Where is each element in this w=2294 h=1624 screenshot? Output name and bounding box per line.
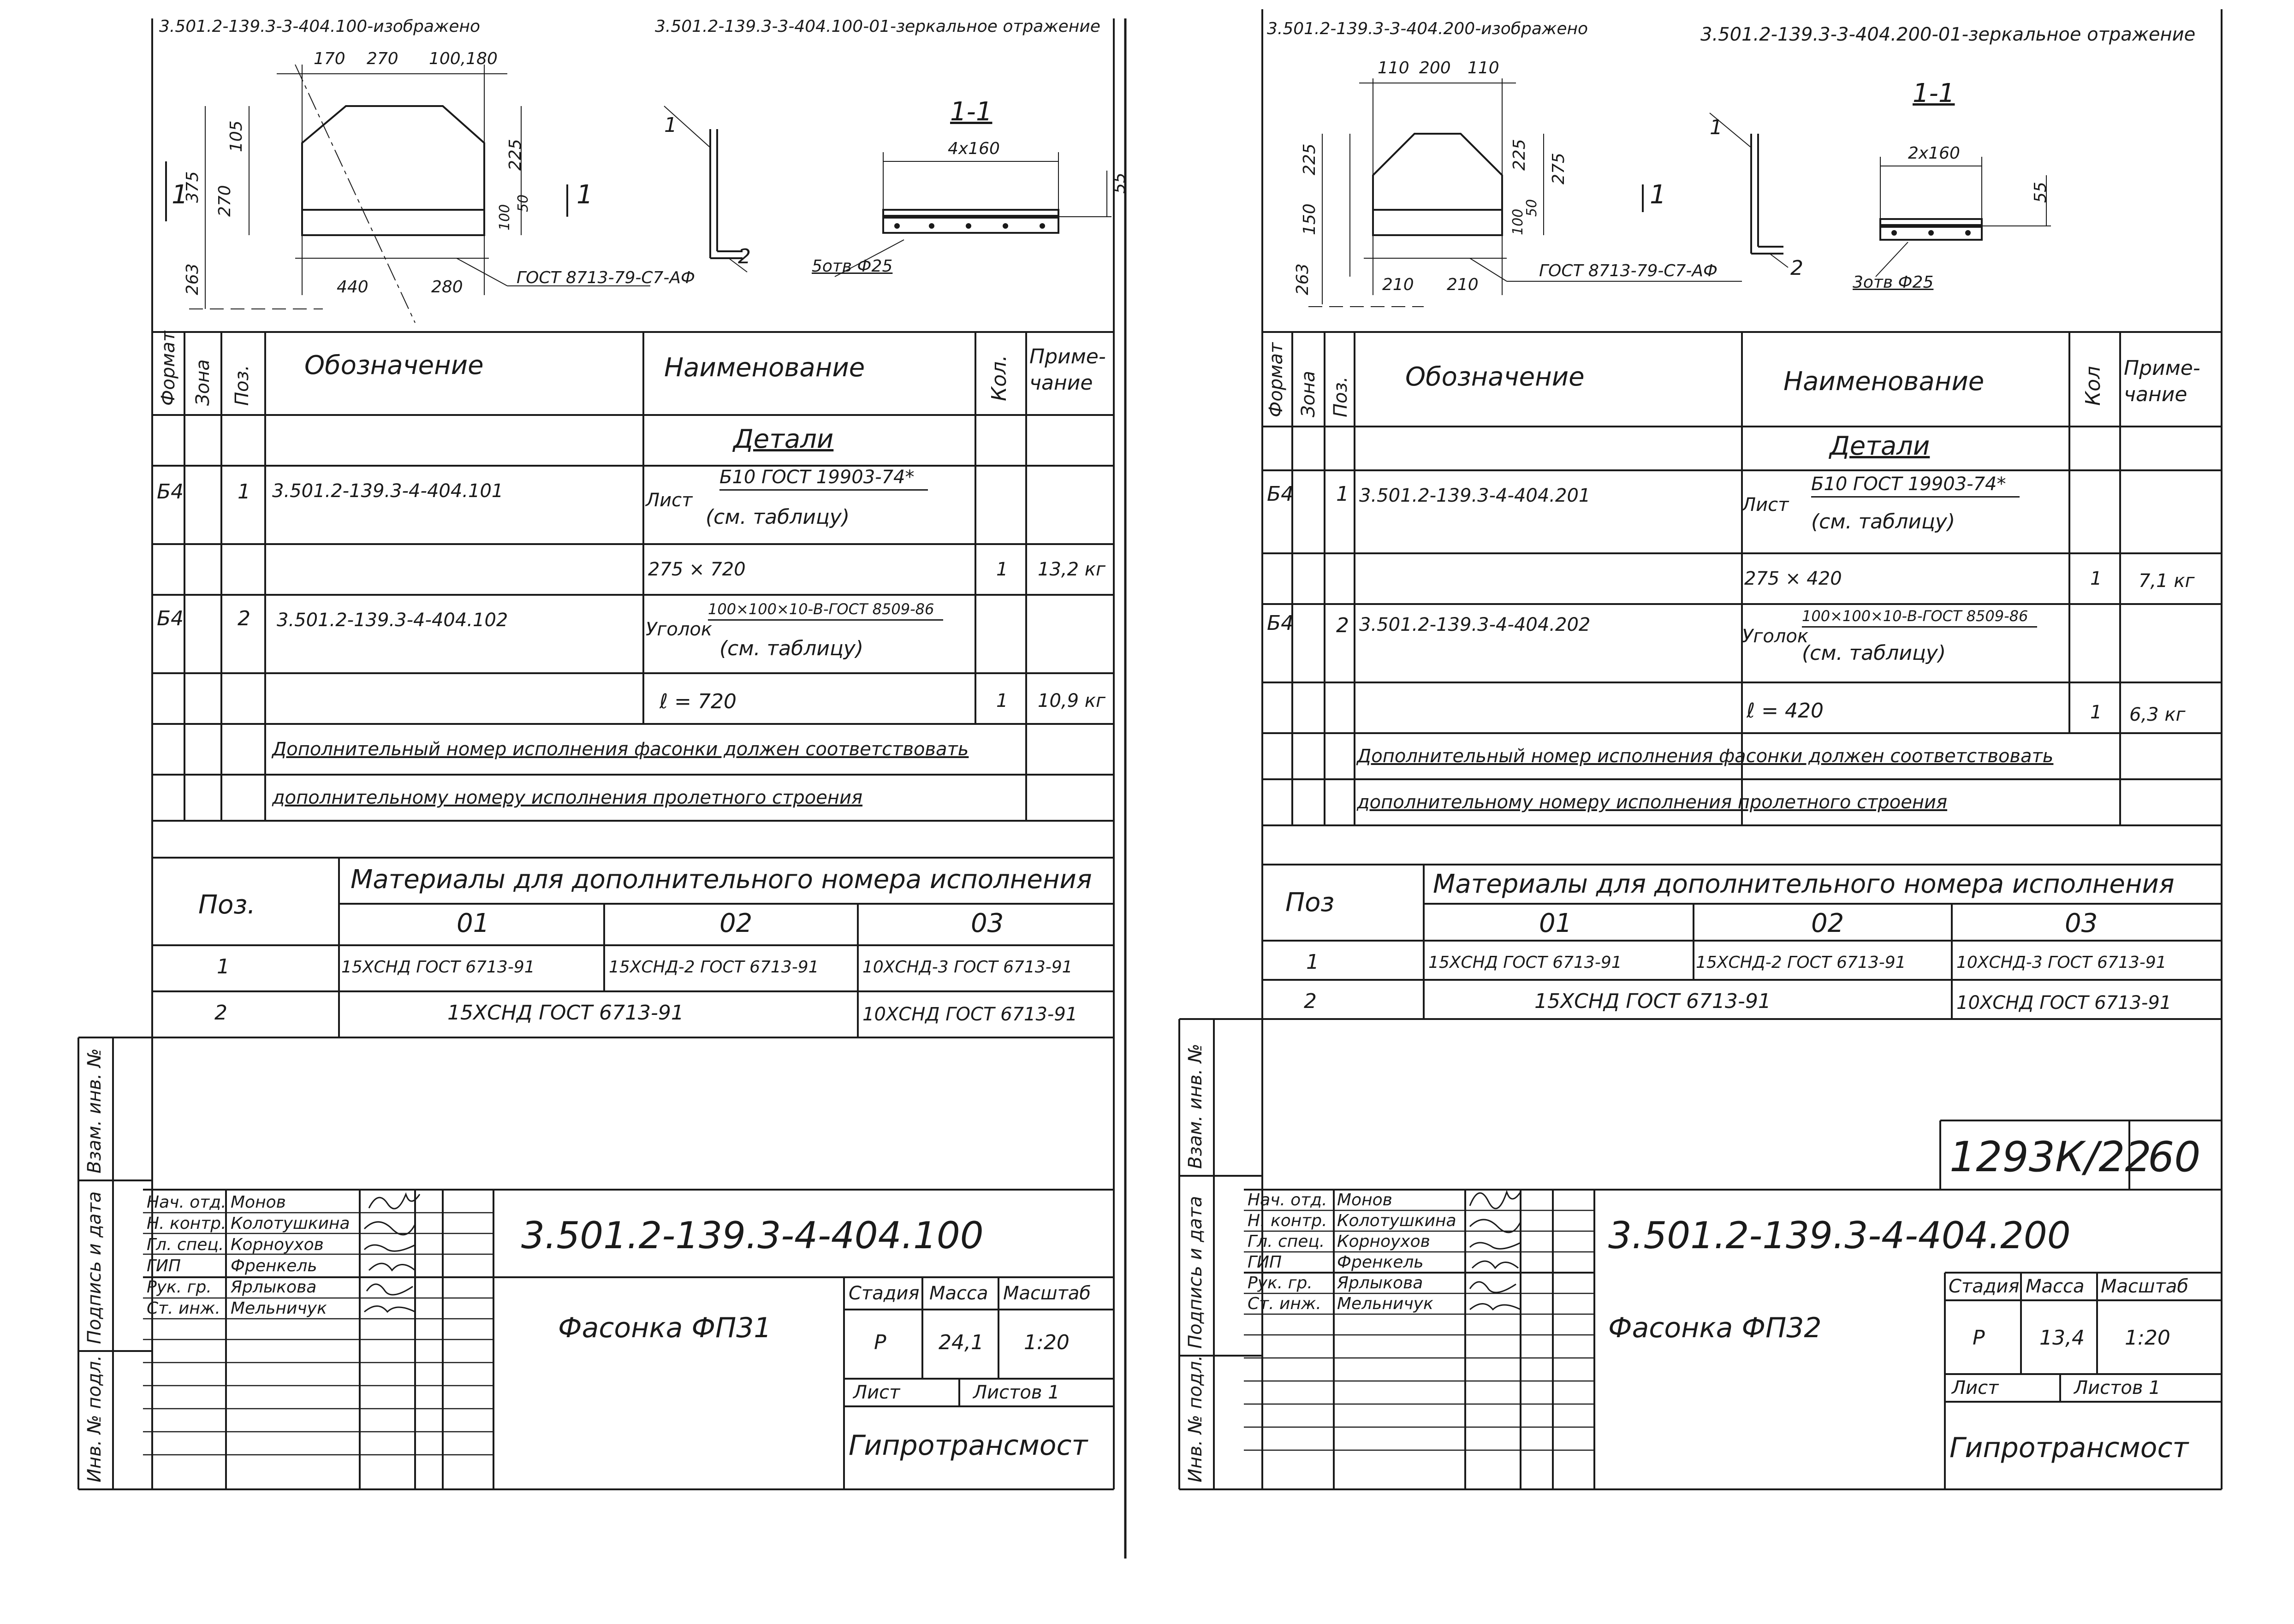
stamp-sheets-label: Листов 1 <box>2074 1377 2161 1399</box>
row1-pos: 1 <box>1336 482 1349 506</box>
row3-name-top: 100×100×10-В-ГОСТ 8509-86 <box>708 602 943 621</box>
stamp-org: Гипротрансмост <box>1949 1432 2189 1464</box>
angle-pos-1: 1 <box>1710 116 1723 139</box>
row3-pos: 2 <box>1336 614 1349 637</box>
stamp-code: 3.501.2-139.3-4-404.200 <box>1608 1214 2071 1257</box>
stamp-role-3: Гл. спец. <box>1248 1232 1325 1251</box>
col-qty: Кол <box>2081 366 2105 406</box>
stamp-name-6: Мельничук <box>231 1299 327 1318</box>
col-format: Формат <box>158 331 179 406</box>
page-number: 60 <box>2148 1133 2201 1181</box>
section-title: 1-1 <box>1913 78 1955 108</box>
row4-note: 10,9 кг <box>1038 690 1105 711</box>
materials-r2-0102: 15ХСНД ГОСТ 6713-91 <box>447 1001 684 1025</box>
side-label-inv: Инв. № подл. <box>1185 1355 1206 1482</box>
section-details: Детали <box>733 424 834 454</box>
stamp-role-6: Ст. инж. <box>147 1299 220 1318</box>
materials-col-03: 03 <box>2065 908 2098 938</box>
row1-name-top: Б10 ГОСТ 19903-74* <box>1811 475 2020 498</box>
row2-note: 7,1 кг <box>2139 570 2195 592</box>
stamp-role-1: Нач. отд. <box>147 1193 226 1212</box>
header-left-note: 3.501.2-139.3-3-404.200-изображено <box>1267 19 1588 38</box>
header-right-note: 3.501.2-139.3-3-404.100-01-зеркальное отражение <box>655 17 1100 36</box>
row4-name: ℓ = 420 <box>1747 699 1824 723</box>
holes-note: 5отв Ф25 <box>812 257 893 276</box>
stamp-scale-label: Масштаб <box>2101 1276 2189 1297</box>
section-55: 55 <box>1110 172 1129 194</box>
stamp-org: Гипротрансмост <box>849 1429 1088 1462</box>
header-right-note: 3.501.2-139.3-3-404.200-01-зеркальное отражение <box>1700 24 2196 45</box>
extra-line-1: Дополнительный номер исполнения фасонки должен соответствовать <box>272 739 969 760</box>
stamp-role-5: Рук. гр. <box>147 1278 212 1297</box>
col-zone: Зона <box>192 359 214 406</box>
sheet-right <box>1147 0 2294 1624</box>
materials-r2-0102: 15ХСНД ГОСТ 6713-91 <box>1534 990 1771 1013</box>
side-label-inv: Инв. № подл. <box>84 1355 105 1482</box>
row3-pos: 2 <box>238 607 250 630</box>
stamp-role-4: ГИП <box>1248 1253 1282 1272</box>
dim-top-1: 110 <box>1378 59 1409 77</box>
row1-name-top: Б10 ГОСТ 19903-74* <box>719 468 928 491</box>
col-name: Наименование <box>664 353 865 383</box>
row3-name-top: 100×100×10-В-ГОСТ 8509-86 <box>1802 609 2037 628</box>
dim-right-100: 100 <box>1510 208 1526 235</box>
row4-name: ℓ = 720 <box>660 690 737 713</box>
dim-right-225: 225 <box>506 139 525 171</box>
row2-qty: 1 <box>2090 568 2102 589</box>
materials-pos-header: Поз. <box>198 890 256 920</box>
col-note: Приме-чание <box>2124 356 2200 407</box>
stamp-mass: 13,4 <box>2039 1326 2085 1350</box>
angle-pos-2: 2 <box>1790 256 1803 280</box>
album-number: 1293К/22 <box>1949 1133 2151 1181</box>
row3-format: Б4 <box>157 607 184 630</box>
row4-qty: 1 <box>2090 702 2102 723</box>
dim-top-3: 100,180 <box>429 49 498 68</box>
materials-r1-02: 15ХСНД-2 ГОСТ 6713-91 <box>609 958 819 977</box>
row4-note: 6,3 кг <box>2129 704 2186 725</box>
stamp-stage-label: Стадия <box>1949 1276 2020 1297</box>
dim-bottom-440: 440 <box>337 278 368 296</box>
stamp-mass: 24,1 <box>939 1331 984 1354</box>
extra-line-1: Дополнительный номер исполнения фасонки должен соответствовать <box>1357 746 2054 767</box>
dim-263: 263 <box>183 263 202 295</box>
row4-qty: 1 <box>996 690 1008 711</box>
stamp-role-2: Н. контр. <box>1248 1211 1327 1230</box>
stamp-code: 3.501.2-139.3-4-404.100 <box>521 1214 984 1257</box>
stamp-role-5: Рук. гр. <box>1248 1274 1313 1292</box>
dim-bottom-280: 280 <box>431 278 463 296</box>
section-mark-left: 1 <box>172 180 188 210</box>
dim-top-2: 270 <box>367 49 398 68</box>
stamp-role-1: Нач. отд. <box>1248 1191 1327 1209</box>
row1-format: Б4 <box>1267 482 1294 506</box>
materials-r2-03: 10ХСНД ГОСТ 6713-91 <box>862 1004 1078 1025</box>
section-title: 1-1 <box>950 97 992 127</box>
side-label-vzam: Взам. инв. № <box>1185 1043 1206 1169</box>
extra-line-2: дополнительному номеру исполнения пролетного строения <box>272 787 863 808</box>
col-designation: Обозначение <box>1405 362 1585 392</box>
row3-designation: 3.501.2-139.3-4-404.202 <box>1359 614 1591 635</box>
angle-pos-1: 1 <box>664 113 677 137</box>
stamp-name-3: Корноухов <box>1337 1232 1430 1251</box>
section-dim: 4х160 <box>948 139 1000 158</box>
dim-bottom-2: 210 <box>1447 275 1479 294</box>
section-mark-right: 1 <box>1650 180 1666 210</box>
header-left-note: 3.501.2-139.3-3-404.100-изображено <box>159 17 481 36</box>
stamp-mass-label: Масса <box>929 1283 988 1304</box>
stamp-name-5: Ярлыкова <box>231 1278 317 1297</box>
gost-note: ГОСТ 8713-79-С7-АФ <box>1539 261 1718 280</box>
materials-r1-01: 15ХСНД ГОСТ 6713-91 <box>341 958 535 977</box>
stamp-stage-label: Стадия <box>849 1283 920 1304</box>
stamp-name-2: Колотушкина <box>1337 1211 1456 1230</box>
side-label-sign: Подпись и дата <box>1185 1196 1206 1349</box>
dim-top-3: 110 <box>1468 59 1499 77</box>
angle-pos-2: 2 <box>738 245 751 268</box>
stamp-stage: Р <box>874 1331 886 1354</box>
extra-line-2: дополнительному номеру исполнения пролетного строения <box>1357 792 1948 813</box>
materials-r2-03: 10ХСНД ГОСТ 6713-91 <box>1956 992 2172 1014</box>
section-details: Детали <box>1830 431 1930 461</box>
materials-r1-pos: 1 <box>217 955 230 978</box>
row1-name-prefix: Лист <box>646 490 693 511</box>
materials-r1-03: 10ХСНД-3 ГОСТ 6713-91 <box>1956 953 2167 972</box>
dim-right-50: 50 <box>515 194 531 212</box>
stamp-title: Фасонка ФП31 <box>558 1312 772 1344</box>
stamp-name-4: Френкель <box>231 1257 317 1275</box>
stamp-scale: 1:20 <box>2125 1326 2170 1350</box>
row1-name-bottom: (см. таблицу) <box>706 505 850 529</box>
row3-name-prefix: Уголок <box>1742 626 1809 647</box>
dim-left-225: 225 <box>1300 143 1319 175</box>
col-name: Наименование <box>1783 367 1985 397</box>
col-qty: Кол. <box>987 355 1011 401</box>
stamp-name-6: Мельничук <box>1337 1294 1433 1313</box>
materials-col-01: 01 <box>457 908 490 938</box>
row1-name-bottom: (см. таблицу) <box>1811 510 1955 533</box>
row2-name: 275 × 420 <box>1744 568 1842 589</box>
stamp-name-1: Монов <box>231 1193 286 1212</box>
materials-r2-pos: 2 <box>1304 990 1317 1013</box>
row2-name: 275 × 720 <box>648 559 746 580</box>
row1-pos: 1 <box>238 480 250 504</box>
row1-designation: 3.501.2-139.3-4-404.201 <box>1359 485 1591 506</box>
row3-name-bottom: (см. таблицу) <box>1802 641 1946 665</box>
stamp-scale-label: Масштаб <box>1003 1283 1091 1304</box>
materials-title: Материалы для дополнительного номера исполнения <box>351 865 1092 895</box>
stamp-role-2: Н. контр. <box>147 1214 226 1233</box>
stamp-mass-label: Масса <box>2026 1276 2085 1297</box>
gost-note: ГОСТ 8713-79-С7-АФ <box>517 268 695 287</box>
row3-name-prefix: Уголок <box>646 619 713 640</box>
materials-col-02: 02 <box>719 908 753 938</box>
row1-designation: 3.501.2-139.3-4-404.101 <box>272 480 504 502</box>
row3-format: Б4 <box>1267 611 1294 635</box>
dim-left-270: 270 <box>215 185 234 217</box>
stamp-name-4: Френкель <box>1337 1253 1424 1272</box>
materials-col-03: 03 <box>971 908 1004 938</box>
row1-name-prefix: Лист <box>1742 494 1789 516</box>
dim-top-2: 200 <box>1419 59 1451 77</box>
section-55: 55 <box>2031 182 2050 203</box>
dim-bottom-1: 210 <box>1382 275 1414 294</box>
col-zone: Зона <box>1298 371 1319 417</box>
col-designation: Обозначение <box>304 350 484 380</box>
stamp-sheets-label: Листов 1 <box>973 1382 1060 1403</box>
materials-r1-pos: 1 <box>1306 950 1319 974</box>
dim-263: 263 <box>1293 263 1312 295</box>
stamp-name-3: Корноухов <box>231 1235 324 1254</box>
row2-note: 13,2 кг <box>1038 559 1105 580</box>
dim-top-1: 170 <box>314 49 345 68</box>
stamp-scale: 1:20 <box>1024 1331 1070 1354</box>
stamp-title: Фасонка ФП32 <box>1608 1312 1822 1344</box>
stamp-role-6: Ст. инж. <box>1248 1294 1321 1313</box>
dim-right-225: 225 <box>1510 139 1529 171</box>
col-note: Приме-чание <box>1029 345 1106 395</box>
stamp-name-5: Ярлыкова <box>1337 1274 1423 1292</box>
stamp-role-3: Гл. спец. <box>147 1235 224 1254</box>
dim-right-50: 50 <box>1524 199 1540 217</box>
side-label-vzam: Взам. инв. № <box>84 1048 105 1174</box>
materials-pos-header: Поз <box>1285 888 1335 918</box>
materials-col-01: 01 <box>1539 908 1572 938</box>
col-format: Формат <box>1266 342 1287 417</box>
materials-r1-02: 15ХСНД-2 ГОСТ 6713-91 <box>1696 953 1906 972</box>
stamp-stage: Р <box>1973 1326 1985 1350</box>
dim-right-100: 100 <box>497 204 513 231</box>
col-pos: Поз. <box>1330 376 1351 417</box>
holes-note: 3отв Ф25 <box>1853 273 1934 292</box>
materials-r1-03: 10ХСНД-3 ГОСТ 6713-91 <box>862 958 1073 977</box>
dim-left-375: 375 <box>183 171 202 203</box>
materials-col-02: 02 <box>1811 908 1844 938</box>
stamp-role-4: ГИП <box>147 1257 181 1275</box>
stamp-name-1: Монов <box>1337 1191 1392 1209</box>
materials-r2-pos: 2 <box>214 1001 227 1025</box>
side-label-sign: Подпись и дата <box>84 1191 105 1344</box>
stamp-name-2: Колотушкина <box>231 1214 350 1233</box>
col-pos: Поз. <box>232 365 253 406</box>
dim-right-275: 275 <box>1549 153 1568 184</box>
row2-qty: 1 <box>996 559 1008 580</box>
materials-title: Материалы для дополнительного номера исполнения <box>1433 869 2175 899</box>
section-mark-right: 1 <box>576 180 593 210</box>
stamp-sheet-label: Лист <box>853 1382 900 1403</box>
row3-name-bottom: (см. таблицу) <box>719 637 864 660</box>
stamp-sheet-label: Лист <box>1952 1377 1999 1399</box>
dim-left-150: 150 <box>1300 203 1319 235</box>
row1-format: Б4 <box>157 480 184 504</box>
dim-left-105: 105 <box>227 120 246 152</box>
materials-r1-01: 15ХСНД ГОСТ 6713-91 <box>1428 953 1622 972</box>
row3-designation: 3.501.2-139.3-4-404.102 <box>277 610 508 631</box>
section-dim: 2х160 <box>1908 144 1960 163</box>
